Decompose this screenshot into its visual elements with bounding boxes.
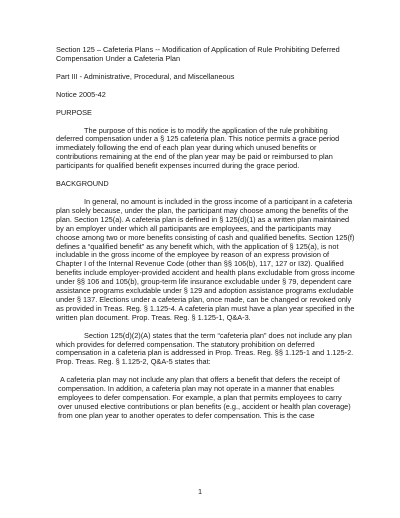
background-heading: BACKGROUND bbox=[56, 179, 109, 189]
part-heading: Part III - Administrative, Procedural, and Miscellaneous bbox=[56, 71, 235, 81]
page-number: 1 bbox=[197, 487, 203, 496]
background-paragraph-1: In general, no amount is included in the gross income of a participant in a cafeteria plan solely because, under the plan, the participant may choose among the benefits of the plan. Section 125(a). A cafeteria plan is defined in § 125(d)(1) as a written plan maintained by an employer under which all participants are employees, and the participants may choose among two or more benefits consisting of cash and qualified benefits. Section 125(f) defines a “qualified benefit” as any benefit which, with the application of § 125(a), is not includable in the gross income of the employee by reason of an express provision of Chapter I of the Internal Revenue Code (other than §§ 106(b), 117, 127 or I32). Qualified benefits include employer-provided accident and health plans excludable from gross income under §§ 106 and 105(b), group-term life insurance excludable under § 79, dependent care assistance programs excludable under § 129 and adoption assistance programs excludable under § 137. Elections under a cafeteria plan, once made, can be changed or revoked only as provided in Treas. Reg. § 1.125-4. A cafeteria plan must have a plan year specified in the written plan document. Prop. Treas. Reg. § 1.125-1, Q&A-3. bbox=[56, 196, 355, 322]
background-paragraph-2: Section 125(d)(2)(A) states that the term “cafeteria plan” does not include any plan which provides for deferred compensation. The statutory prohibition on deferred compensation in a cafeteria plan is addressed in Prop. Treas. Reg. §§ 1.125-1 and 1.125-2. Prop. Treas. Reg. § 1.125-2, Q&A-5 states that: bbox=[56, 330, 354, 367]
notice-number: Notice 2005-42 bbox=[56, 89, 106, 99]
purpose-paragraph: The purpose of this notice is to modify the application of the rule prohibiting deferred compensation under a § 125 cafeteria plan. This notice permits a grace period immediately following the end of each plan year during which unused benefits or contributions remaining at the end of the plan year may be paid or reimbursed to plan participants for qualified benefit expenses incurred during the grace period. bbox=[56, 125, 340, 171]
document-title: Section 125 – Cafeteria Plans -- Modification of Application of Rule Prohibiting Deferred Compensation Under a Cafeteria Plan bbox=[56, 45, 340, 63]
quoted-regulation-text: A cafeteria plan may not include any plan that offers a benefit that defers the receipt of compensation. In addition, a cafeteria plan may not operate in a manner that enables employees to defer compensation. For example, a plan that permits employees to carry over unused elective contributions or plan benefits (e.g., accident or health plan coverage) from one plan year to another operates to defer compensation. This is the case bbox=[58, 375, 351, 420]
purpose-heading: PURPOSE bbox=[56, 107, 92, 117]
document-body bbox=[56, 46, 356, 421]
